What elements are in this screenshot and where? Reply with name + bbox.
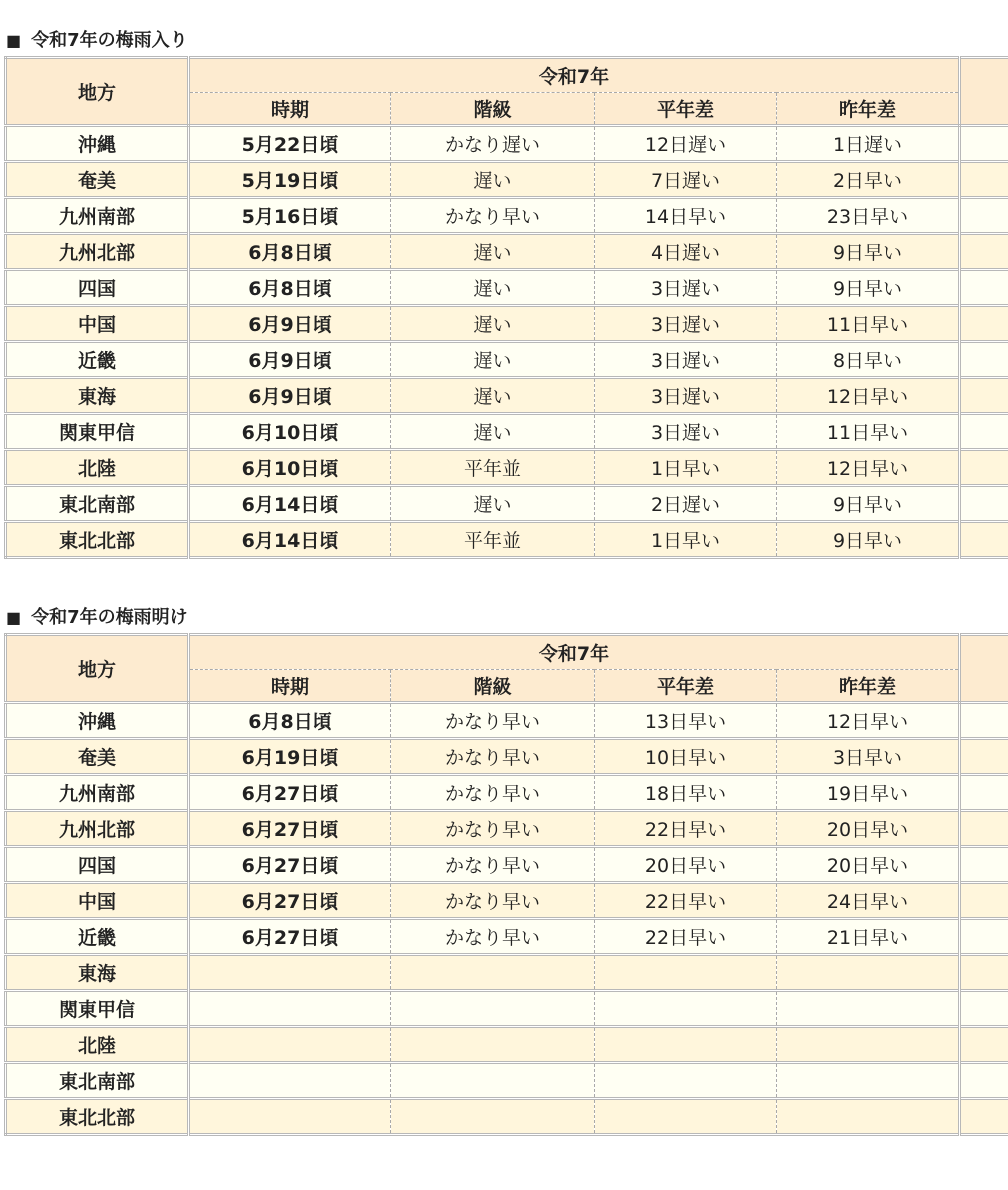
table-row xyxy=(6,739,1008,775)
onset-section-title xyxy=(6,30,188,52)
last-year-diff-cell xyxy=(777,1027,960,1063)
region-cell: 九州北部 xyxy=(6,811,189,847)
normal-diff-column-header: 平年差 xyxy=(595,670,777,703)
level-cell: かなり早い xyxy=(391,703,595,739)
normal-diff-cell: 22日早い xyxy=(595,811,777,847)
period-cell: 6月14日頃 xyxy=(189,486,391,522)
normal-diff-cell: 1日早い xyxy=(595,450,777,486)
cut-off-column-header xyxy=(960,58,1008,126)
cut-off-cell xyxy=(960,883,1008,919)
region-cell: 東北北部 xyxy=(6,1099,189,1135)
normal-diff-cell: 12日遅い xyxy=(595,126,777,162)
period-cell: 6月8日頃 xyxy=(189,703,391,739)
cut-off-cell xyxy=(960,1063,1008,1099)
cut-off-cell xyxy=(960,162,1008,198)
period-cell xyxy=(189,991,391,1027)
level-cell: かなり早い xyxy=(391,919,595,955)
normal-diff-cell xyxy=(595,1063,777,1099)
level-cell: かなり早い xyxy=(391,739,595,775)
cut-off-cell xyxy=(960,414,1008,450)
table-row xyxy=(6,342,1008,378)
last-year-diff-cell: 3日早い xyxy=(777,739,960,775)
table-row xyxy=(6,270,1008,306)
region-cell: 九州北部 xyxy=(6,234,189,270)
last-year-diff-cell: 24日早い xyxy=(777,883,960,919)
period-cell: 5月16日頃 xyxy=(189,198,391,234)
last-year-diff-cell: 20日早い xyxy=(777,811,960,847)
region-cell: 沖縄 xyxy=(6,703,189,739)
period-cell: 6月27日頃 xyxy=(189,847,391,883)
level-cell xyxy=(391,1027,595,1063)
normal-diff-cell xyxy=(595,1099,777,1135)
last-year-diff-cell: 21日早い xyxy=(777,919,960,955)
table-row xyxy=(6,162,1008,198)
table-row xyxy=(6,883,1008,919)
last-year-diff-cell: 2日早い xyxy=(777,162,960,198)
region-cell: 四国 xyxy=(6,847,189,883)
period-cell: 6月19日頃 xyxy=(189,739,391,775)
table-row xyxy=(6,811,1008,847)
cut-off-cell xyxy=(960,991,1008,1027)
period-cell: 6月9日頃 xyxy=(189,306,391,342)
region-cell: 近畿 xyxy=(6,919,189,955)
level-column-header: 階級 xyxy=(391,93,595,126)
region-cell: 関東甲信 xyxy=(6,414,189,450)
cut-off-cell xyxy=(960,847,1008,883)
last-year-diff-cell: 12日早い xyxy=(777,378,960,414)
year-group-header: 令和7年 xyxy=(189,635,960,670)
level-cell: かなり早い xyxy=(391,883,595,919)
region-cell: 東北北部 xyxy=(6,522,189,558)
period-cell: 6月9日頃 xyxy=(189,342,391,378)
normal-diff-cell: 4日遅い xyxy=(595,234,777,270)
cut-off-cell xyxy=(960,198,1008,234)
cut-off-cell xyxy=(960,919,1008,955)
normal-diff-cell: 7日遅い xyxy=(595,162,777,198)
table-row xyxy=(6,1027,1008,1063)
period-column-header: 時期 xyxy=(189,93,391,126)
region-cell: 四国 xyxy=(6,270,189,306)
last-year-diff-cell: 23日早い xyxy=(777,198,960,234)
normal-diff-cell: 13日早い xyxy=(595,703,777,739)
period-cell: 6月9日頃 xyxy=(189,378,391,414)
region-cell: 東海 xyxy=(6,955,189,991)
last-year-diff-cell: 11日早い xyxy=(777,306,960,342)
normal-diff-cell: 2日遅い xyxy=(595,486,777,522)
end-title-text: 令和7年の梅雨明け xyxy=(31,607,188,628)
last-year-diff-cell: 9日早い xyxy=(777,486,960,522)
region-cell: 沖縄 xyxy=(6,126,189,162)
cut-off-cell xyxy=(960,703,1008,739)
period-cell xyxy=(189,1099,391,1135)
last-year-diff-cell: 8日早い xyxy=(777,342,960,378)
normal-diff-column-header: 平年差 xyxy=(595,93,777,126)
table-row xyxy=(6,198,1008,234)
cut-off-cell xyxy=(960,378,1008,414)
normal-diff-cell: 14日早い xyxy=(595,198,777,234)
table-row xyxy=(6,1063,1008,1099)
normal-diff-cell: 10日早い xyxy=(595,739,777,775)
table-row xyxy=(6,414,1008,450)
normal-diff-cell: 1日早い xyxy=(595,522,777,558)
normal-diff-cell: 3日遅い xyxy=(595,306,777,342)
region-cell: 九州南部 xyxy=(6,775,189,811)
period-column-header: 時期 xyxy=(189,670,391,703)
region-column-header: 地方 xyxy=(6,58,189,126)
level-cell xyxy=(391,955,595,991)
period-cell: 6月27日頃 xyxy=(189,919,391,955)
last-year-diff-column-header: 昨年差 xyxy=(777,670,960,703)
level-cell: 平年並 xyxy=(391,522,595,558)
level-column-header: 階級 xyxy=(391,670,595,703)
region-cell: 東海 xyxy=(6,378,189,414)
table-row xyxy=(6,991,1008,1027)
last-year-diff-cell xyxy=(777,991,960,1027)
normal-diff-cell: 20日早い xyxy=(595,847,777,883)
cut-off-cell xyxy=(960,522,1008,558)
region-column-header: 地方 xyxy=(6,635,189,703)
cut-off-cell xyxy=(960,811,1008,847)
square-bullet-icon: ■ xyxy=(6,608,22,627)
level-cell: かなり早い xyxy=(391,775,595,811)
period-cell: 5月22日頃 xyxy=(189,126,391,162)
normal-diff-cell xyxy=(595,1027,777,1063)
last-year-diff-cell xyxy=(777,955,960,991)
level-cell: かなり早い xyxy=(391,198,595,234)
table-row xyxy=(6,847,1008,883)
level-cell: かなり遅い xyxy=(391,126,595,162)
region-cell: 近畿 xyxy=(6,342,189,378)
normal-diff-cell xyxy=(595,955,777,991)
level-cell xyxy=(391,1099,595,1135)
normal-diff-cell: 22日早い xyxy=(595,883,777,919)
cut-off-cell xyxy=(960,486,1008,522)
level-cell: 遅い xyxy=(391,234,595,270)
period-cell: 6月10日頃 xyxy=(189,450,391,486)
level-cell: 遅い xyxy=(391,342,595,378)
year-group-header: 令和7年 xyxy=(189,58,960,93)
normal-diff-cell: 18日早い xyxy=(595,775,777,811)
period-cell xyxy=(189,1063,391,1099)
last-year-diff-cell xyxy=(777,1063,960,1099)
table-row xyxy=(6,126,1008,162)
region-cell: 中国 xyxy=(6,883,189,919)
level-cell: かなり早い xyxy=(391,811,595,847)
last-year-diff-cell: 9日早い xyxy=(777,522,960,558)
last-year-diff-cell: 19日早い xyxy=(777,775,960,811)
cut-off-cell xyxy=(960,1099,1008,1135)
level-cell: 遅い xyxy=(391,414,595,450)
region-cell: 奄美 xyxy=(6,739,189,775)
region-cell: 北陸 xyxy=(6,450,189,486)
level-cell: 遅い xyxy=(391,306,595,342)
last-year-diff-cell xyxy=(777,1099,960,1135)
cut-off-cell xyxy=(960,342,1008,378)
period-cell xyxy=(189,955,391,991)
last-year-diff-cell: 9日早い xyxy=(777,270,960,306)
end-table xyxy=(4,633,1008,1136)
level-cell: 遅い xyxy=(391,378,595,414)
normal-diff-cell: 3日遅い xyxy=(595,342,777,378)
table-row xyxy=(6,234,1008,270)
table-row xyxy=(6,522,1008,558)
table-row xyxy=(6,378,1008,414)
cut-off-column-header xyxy=(960,635,1008,703)
level-cell: 遅い xyxy=(391,486,595,522)
level-cell: 遅い xyxy=(391,270,595,306)
cut-off-cell xyxy=(960,739,1008,775)
normal-diff-cell: 3日遅い xyxy=(595,414,777,450)
table-row xyxy=(6,775,1008,811)
region-cell: 関東甲信 xyxy=(6,991,189,1027)
period-cell: 6月27日頃 xyxy=(189,775,391,811)
last-year-diff-cell: 12日早い xyxy=(777,450,960,486)
cut-off-cell xyxy=(960,775,1008,811)
last-year-diff-cell: 12日早い xyxy=(777,703,960,739)
level-cell xyxy=(391,1063,595,1099)
region-cell: 東北南部 xyxy=(6,1063,189,1099)
period-cell xyxy=(189,1027,391,1063)
cut-off-cell xyxy=(960,234,1008,270)
table-row xyxy=(6,919,1008,955)
last-year-diff-column-header: 昨年差 xyxy=(777,93,960,126)
period-cell: 6月27日頃 xyxy=(189,883,391,919)
last-year-diff-cell: 20日早い xyxy=(777,847,960,883)
period-cell: 6月10日頃 xyxy=(189,414,391,450)
level-cell xyxy=(391,991,595,1027)
region-cell: 九州南部 xyxy=(6,198,189,234)
normal-diff-cell: 22日早い xyxy=(595,919,777,955)
last-year-diff-cell: 11日早い xyxy=(777,414,960,450)
cut-off-cell xyxy=(960,270,1008,306)
last-year-diff-cell: 9日早い xyxy=(777,234,960,270)
table-row xyxy=(6,306,1008,342)
region-cell: 奄美 xyxy=(6,162,189,198)
cut-off-cell xyxy=(960,955,1008,991)
table-row xyxy=(6,955,1008,991)
level-cell: 遅い xyxy=(391,162,595,198)
table-row xyxy=(6,703,1008,739)
table-row xyxy=(6,450,1008,486)
normal-diff-cell: 3日遅い xyxy=(595,378,777,414)
onset-table xyxy=(4,56,1008,559)
cut-off-cell xyxy=(960,306,1008,342)
normal-diff-cell xyxy=(595,991,777,1027)
table-row xyxy=(6,1099,1008,1135)
period-cell: 5月19日頃 xyxy=(189,162,391,198)
normal-diff-cell: 3日遅い xyxy=(595,270,777,306)
square-bullet-icon: ■ xyxy=(6,31,22,50)
cut-off-cell xyxy=(960,126,1008,162)
period-cell: 6月8日頃 xyxy=(189,270,391,306)
level-cell: かなり早い xyxy=(391,847,595,883)
region-cell: 北陸 xyxy=(6,1027,189,1063)
end-section-title xyxy=(6,607,188,629)
cut-off-cell xyxy=(960,1027,1008,1063)
period-cell: 6月14日頃 xyxy=(189,522,391,558)
cut-off-cell xyxy=(960,450,1008,486)
last-year-diff-cell: 1日遅い xyxy=(777,126,960,162)
period-cell: 6月8日頃 xyxy=(189,234,391,270)
table-row xyxy=(6,486,1008,522)
region-cell: 東北南部 xyxy=(6,486,189,522)
period-cell: 6月27日頃 xyxy=(189,811,391,847)
region-cell: 中国 xyxy=(6,306,189,342)
onset-title-text: 令和7年の梅雨入り xyxy=(31,30,188,51)
level-cell: 平年並 xyxy=(391,450,595,486)
